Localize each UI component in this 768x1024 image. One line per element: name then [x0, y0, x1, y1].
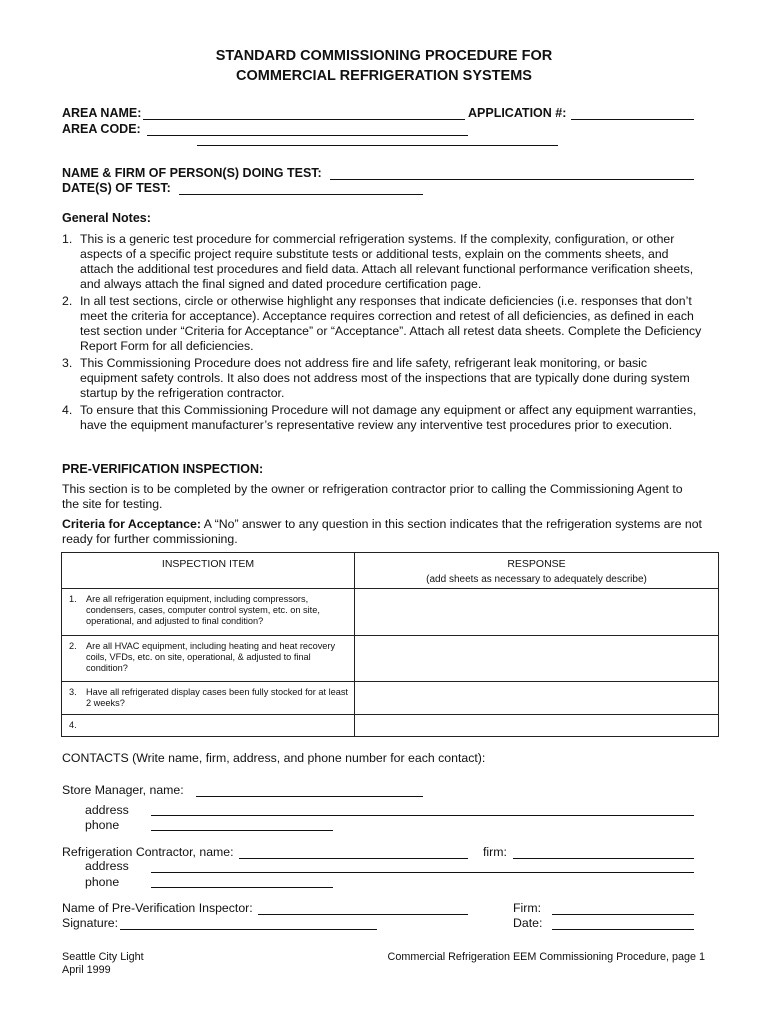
contractor-phone-label: phone: [85, 875, 120, 889]
store-manager-label: Store Manager, name:: [62, 783, 184, 797]
contractor-address-label: address: [85, 859, 129, 873]
preverification-heading: PRE-VERIFICATION INSPECTION:: [62, 462, 264, 476]
contractor-firm-label: firm:: [483, 845, 507, 859]
item-text: Have all refrigerated display cases been fully stocked for at least 2 weeks?: [86, 687, 348, 708]
refrigeration-contractor-label: Refrigeration Contractor, name:: [62, 845, 234, 859]
table-row: [62, 682, 719, 715]
table-row: [62, 636, 719, 682]
note-item: [62, 294, 702, 354]
area-name-label: AREA NAME:: [62, 106, 142, 120]
inspector-firm-label: Firm:: [513, 901, 541, 915]
refrigeration-contractor-name-field[interactable]: [239, 858, 468, 859]
store-manager-name-field[interactable]: [196, 796, 423, 797]
note-text: To ensure that this Commissioning Procedure will not damage any equipment or affect any equipment warranties, have the equipment manufacturer’s representative review any interventive test procedures prior to execution.: [80, 403, 697, 432]
inspector-name-label: Name of Pre-Verification Inspector:: [62, 901, 253, 915]
note-number: 2.: [62, 294, 73, 308]
inspector-date-label: Date:: [513, 916, 543, 930]
footer-organization: Seattle City Light: [62, 951, 144, 963]
response-cell[interactable]: [355, 682, 719, 715]
note-number: 1.: [62, 232, 73, 246]
inspection-item-cell: [62, 682, 355, 715]
contacts-heading: CONTACTS (Write name, firm, address, and phone number for each contact):: [62, 751, 486, 765]
inspection-item-cell: [62, 636, 355, 682]
signature-field[interactable]: [120, 929, 377, 930]
table-row: [62, 589, 719, 636]
inspection-item-cell: [62, 589, 355, 636]
col-response-title: RESPONSE: [507, 558, 566, 570]
name-firm-field[interactable]: [330, 179, 694, 180]
response-cell[interactable]: [355, 636, 719, 682]
area-code-field-line2[interactable]: [197, 145, 558, 146]
note-item: [62, 403, 702, 433]
area-code-label: AREA CODE:: [62, 122, 141, 136]
inspection-table: [61, 552, 719, 737]
store-manager-address-field[interactable]: [151, 815, 694, 816]
footer-page-label: Commercial Refrigeration EEM Commissioning Procedure, page 1: [387, 951, 705, 963]
col-response: [355, 553, 719, 589]
area-code-field[interactable]: [147, 135, 468, 136]
item-number: 2.: [69, 641, 77, 651]
contractor-phone-field[interactable]: [151, 887, 333, 888]
store-manager-phone-field[interactable]: [151, 830, 333, 831]
signature-label: Signature:: [62, 916, 119, 930]
note-text: In all test sections, circle or otherwise highlight any responses that indicate deficiencies (i.e. responses that don’t meet the criteria for acceptance). Acceptance requires correction and retest of all deficiencies, as defined in each test section under “Criteria for Acceptance” or “Acceptance”. Attach all retest data sheets. Complete the Deficiency Report Form for all deficiencies.: [80, 294, 702, 353]
note-text: This is a generic test procedure for commercial refrigeration systems. If the complexity, configuration, or other aspects of a specific project require substitute tests or additional tests, explain on the comments sheets, and attach the additional test procedures and field data. Attach all relevant functional performance verification sheets, and always attach the final signed and dated procedure certification page.: [80, 232, 694, 291]
criteria-text: A “No” answer to any question in this section indicates that the refrigeration systems are not ready for further commissioning.: [62, 517, 702, 546]
general-notes-list: [62, 232, 702, 435]
note-number: 3.: [62, 356, 73, 370]
table-row: [62, 715, 719, 737]
note-item: [62, 356, 702, 401]
contractor-address-field[interactable]: [151, 872, 694, 873]
area-name-field[interactable]: [143, 119, 465, 120]
item-number: 1.: [69, 594, 77, 604]
response-cell[interactable]: [355, 589, 719, 636]
col-inspection-item: INSPECTION ITEM: [62, 553, 355, 589]
general-notes-heading: General Notes:: [62, 211, 151, 225]
document-title-line1: STANDARD COMMISSIONING PROCEDURE FOR: [215, 48, 553, 64]
inspector-name-field[interactable]: [258, 914, 468, 915]
item-text: Are all HVAC equipment, including heating and heat recovery coils, VFDs, etc. on site, operational, & adjusted to final condition?: [86, 641, 336, 673]
inspection-item-cell: [62, 715, 355, 737]
item-number: 4.: [69, 720, 77, 730]
footer-date: April 1999: [62, 964, 111, 976]
response-cell[interactable]: [355, 715, 719, 737]
document-title-line2: COMMERCIAL REFRIGERATION SYSTEMS: [236, 68, 532, 84]
criteria-label: Criteria for Acceptance:: [62, 517, 201, 531]
contractor-firm-field[interactable]: [513, 858, 694, 859]
preverification-intro: This section is to be completed by the owner or refrigeration contractor prior to calling the Commissioning Agent to the site for testing.: [62, 482, 683, 511]
note-number: 4.: [62, 403, 73, 417]
application-field[interactable]: [571, 119, 694, 120]
inspector-firm-field[interactable]: [552, 914, 694, 915]
store-manager-address-label: address: [85, 803, 129, 817]
note-text: This Commissioning Procedure does not address fire and life safety, refrigerant leak monitoring, or basic equipment safety controls. It also does not address most of the inspections that are typically done during system startup by the refrigeration contractor.: [80, 356, 690, 400]
dates-of-test-field[interactable]: [179, 194, 423, 195]
note-item: [62, 232, 702, 292]
col-response-subtitle: (add sheets as necessary to adequately describe): [426, 574, 647, 585]
application-label: APPLICATION #:: [468, 106, 567, 120]
item-number: 3.: [69, 687, 77, 697]
store-manager-phone-label: phone: [85, 818, 120, 832]
dates-of-test-label: DATE(S) OF TEST:: [62, 181, 171, 195]
name-firm-label: NAME & FIRM OF PERSON(S) DOING TEST:: [62, 166, 322, 180]
item-text: Are all refrigeration equipment, including compressors, condensers, cases, computer control system, etc. on site, operational, and adjusted to final condition?: [86, 594, 320, 626]
table-header-row: [62, 553, 719, 589]
inspector-date-field[interactable]: [552, 929, 694, 930]
criteria-for-acceptance: [62, 517, 702, 547]
